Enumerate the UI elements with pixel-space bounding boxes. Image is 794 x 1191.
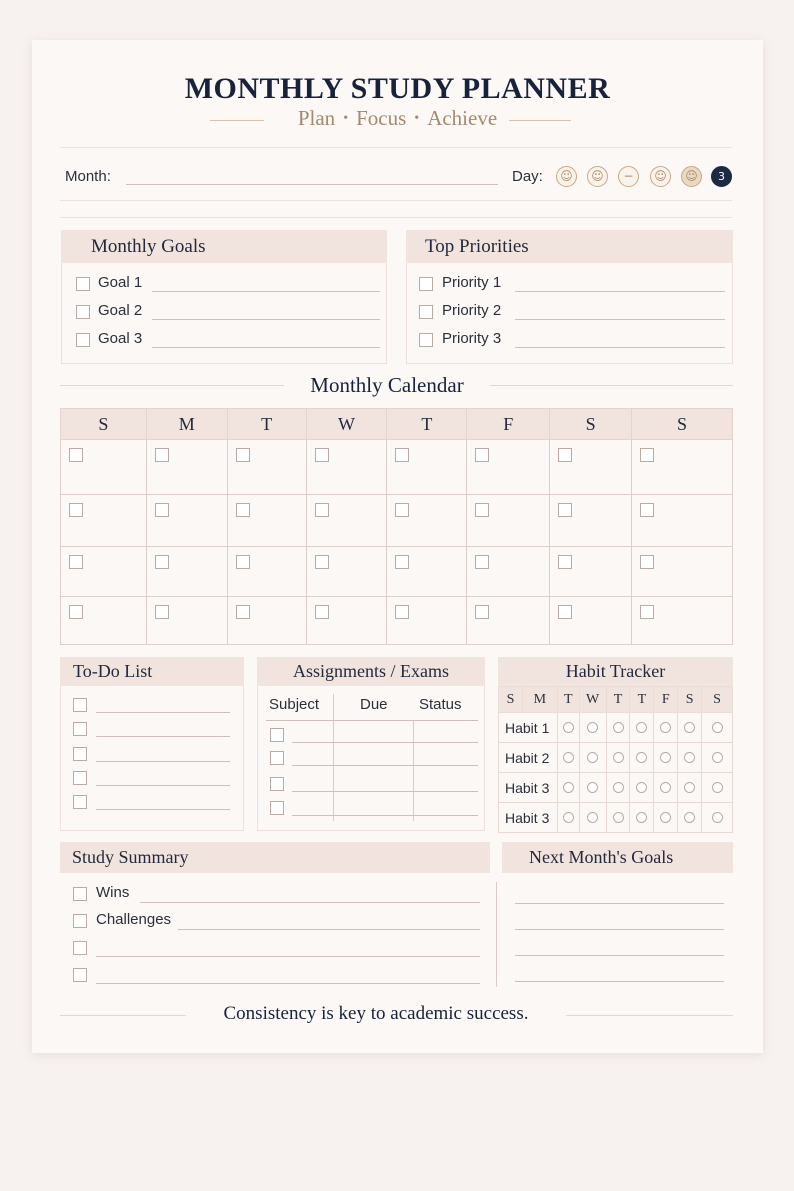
- calendar-day-cell[interactable]: [306, 597, 387, 645]
- habit-day-header: S: [499, 687, 523, 713]
- summary-line[interactable]: [140, 902, 480, 903]
- planner-sheet: [32, 40, 763, 1053]
- monthly-goals-list: [61, 263, 387, 364]
- habit-check-circle[interactable]: [660, 812, 671, 823]
- calendar-day-header: T: [227, 409, 306, 440]
- assignment-row-line[interactable]: [292, 815, 478, 816]
- habit-row: [499, 803, 733, 833]
- calendar-day-cell[interactable]: [550, 547, 632, 597]
- calendar-day-checkbox[interactable]: [558, 503, 572, 517]
- calendar-day-cell[interactable]: [61, 495, 147, 547]
- habit-label: Habit 3: [499, 773, 558, 803]
- goal-checkbox[interactable]: [76, 277, 90, 291]
- habit-day-header: T: [606, 687, 630, 713]
- habit-day-header: T: [630, 687, 654, 713]
- habit-day-cell[interactable]: [654, 743, 678, 773]
- assignment-checkbox[interactable]: [270, 777, 284, 791]
- todo-line[interactable]: [96, 736, 230, 737]
- divider: [60, 217, 732, 218]
- study-summary-list: [60, 873, 490, 996]
- next-month-line[interactable]: [515, 955, 724, 956]
- habit-day-cell[interactable]: [702, 773, 733, 803]
- calendar-day-cell[interactable]: [306, 547, 387, 597]
- habit-row: [499, 713, 733, 743]
- next-month-lines: [502, 873, 733, 996]
- day-label: Day:: [512, 168, 543, 185]
- page-title: MONTHLY STUDY PLANNER: [184, 72, 611, 105]
- calendar-day-header: W: [306, 409, 387, 440]
- habit-check-circle[interactable]: [613, 812, 624, 823]
- calendar-title: Monthly Calendar: [310, 373, 464, 397]
- calendar-day-checkbox[interactable]: [475, 448, 489, 462]
- calendar-day-checkbox[interactable]: [475, 503, 489, 517]
- calendar-day-checkbox[interactable]: [69, 448, 83, 462]
- goal-line[interactable]: [152, 347, 380, 348]
- calendar-day-checkbox[interactable]: [155, 448, 169, 462]
- habit-day-cell[interactable]: [579, 803, 606, 833]
- footer-left-rule: [60, 1015, 186, 1016]
- habit-check-circle[interactable]: [587, 782, 598, 793]
- footer-quote: Consistency is key to academic success.: [223, 1003, 529, 1024]
- habit-day-cell[interactable]: [630, 743, 654, 773]
- habit-label: Habit 2: [499, 743, 558, 773]
- priority-line[interactable]: [515, 319, 725, 320]
- calendar-day-cell[interactable]: [227, 547, 306, 597]
- habit-day-cell[interactable]: [654, 713, 678, 743]
- habit-check-circle[interactable]: [712, 752, 723, 763]
- calendar-day-checkbox[interactable]: [236, 448, 250, 462]
- calendar-day-cell[interactable]: [146, 597, 227, 645]
- habit-day-cell[interactable]: [702, 713, 733, 743]
- assignment-checkbox[interactable]: [270, 751, 284, 765]
- assignment-checkbox[interactable]: [270, 801, 284, 815]
- goal-label: Goal 2: [98, 302, 143, 319]
- calendar-day-checkbox[interactable]: [236, 503, 250, 517]
- goal-checkbox[interactable]: [76, 305, 90, 319]
- priority-label: Priority 1: [442, 274, 502, 291]
- next-month-line[interactable]: [515, 981, 724, 982]
- habit-check-circle[interactable]: [684, 752, 695, 763]
- goal-line[interactable]: [152, 319, 380, 320]
- calendar-day-cell[interactable]: [227, 495, 306, 547]
- calendar-day-header: S: [632, 409, 733, 440]
- calendar-day-cell[interactable]: [387, 547, 467, 597]
- todo-panel: [60, 657, 244, 831]
- calendar-day-cell[interactable]: [387, 440, 467, 495]
- habit-day-cell[interactable]: [702, 743, 733, 773]
- subtitle-word: Achieve: [427, 106, 498, 130]
- subtitle-word: Focus: [356, 106, 407, 130]
- habit-day-cell[interactable]: [678, 743, 702, 773]
- habit-day-cell[interactable]: [630, 803, 654, 833]
- summary-checkbox[interactable]: [73, 968, 87, 982]
- calendar-day-cell[interactable]: [146, 547, 227, 597]
- calendar-day-checkbox[interactable]: [395, 555, 409, 569]
- calendar-day-cell[interactable]: [467, 495, 550, 547]
- habit-tracker-title: Habit Tracker: [498, 657, 733, 686]
- summary-item-label: Wins: [96, 884, 130, 901]
- calendar-day-cell[interactable]: [61, 440, 147, 495]
- calendar-day-cell[interactable]: [632, 597, 733, 645]
- habit-day-cell[interactable]: [702, 803, 733, 833]
- goal-label: Goal 1: [98, 274, 143, 291]
- calendar-day-checkbox[interactable]: [640, 605, 654, 619]
- summary-line[interactable]: [178, 929, 480, 930]
- calendar-day-checkbox[interactable]: [558, 555, 572, 569]
- habit-day-cell[interactable]: [606, 773, 630, 803]
- calendar-day-checkbox[interactable]: [475, 555, 489, 569]
- calendar-grid: [61, 440, 733, 645]
- habit-day-cell[interactable]: [557, 743, 579, 773]
- assignments-col-divider: [333, 694, 334, 821]
- priority-line[interactable]: [515, 347, 725, 348]
- assignment-checkbox[interactable]: [270, 728, 284, 742]
- habit-check-circle[interactable]: [563, 722, 574, 733]
- habit-check-circle[interactable]: [684, 812, 695, 823]
- habit-day-cell[interactable]: [630, 713, 654, 743]
- habit-check-circle[interactable]: [563, 782, 574, 793]
- calendar-day-cell[interactable]: [61, 597, 147, 645]
- calendar-day-checkbox[interactable]: [315, 503, 329, 517]
- habit-day-cell[interactable]: [654, 803, 678, 833]
- calendar-day-checkbox[interactable]: [315, 605, 329, 619]
- habit-day-cell[interactable]: [557, 713, 579, 743]
- habit-check-circle[interactable]: [587, 752, 598, 763]
- calendar-day-cell[interactable]: [227, 597, 306, 645]
- calendar-title-right-rule: [490, 385, 733, 386]
- priority-label: Priority 2: [442, 302, 502, 319]
- study-summary-panel: [60, 842, 490, 996]
- top-priorities-list: [406, 263, 733, 364]
- habit-check-circle[interactable]: [636, 782, 647, 793]
- habit-day-cell[interactable]: [606, 803, 630, 833]
- calendar-day-checkbox[interactable]: [69, 555, 83, 569]
- todo-title: To-Do List: [60, 657, 244, 686]
- calendar-day-cell[interactable]: [146, 440, 227, 495]
- summary-checkbox[interactable]: [73, 941, 87, 955]
- habit-day-cell[interactable]: [606, 743, 630, 773]
- calendar-day-header: T: [387, 409, 467, 440]
- habit-day-cell[interactable]: [678, 713, 702, 743]
- calendar-day-checkbox[interactable]: [69, 503, 83, 517]
- calendar-day-header: S: [61, 409, 147, 440]
- todo-line[interactable]: [96, 712, 230, 713]
- habit-check-circle[interactable]: [587, 812, 598, 823]
- calendar-day-header: S: [550, 409, 632, 440]
- habit-label: Habit 3: [499, 803, 558, 833]
- smile-face-icon[interactable]: ☺: [556, 166, 577, 187]
- assignment-row-line[interactable]: [292, 791, 478, 792]
- habit-day-cell[interactable]: [579, 743, 606, 773]
- top-priorities-title: Top Priorities: [406, 230, 733, 263]
- habit-row: [499, 743, 733, 773]
- todo-checkbox[interactable]: [73, 795, 87, 809]
- todo-list: [60, 686, 244, 831]
- habit-day-cell[interactable]: [557, 773, 579, 803]
- calendar-day-checkbox[interactable]: [640, 503, 654, 517]
- habit-row: [499, 773, 733, 803]
- goal-checkbox[interactable]: [76, 333, 90, 347]
- summary-divider: [496, 882, 497, 987]
- habit-day-cell[interactable]: [579, 773, 606, 803]
- calendar-day-checkbox[interactable]: [640, 448, 654, 462]
- habit-day-cell[interactable]: [557, 803, 579, 833]
- assignments-title: Assignments / Exams: [257, 657, 485, 686]
- page-subtitle: [32, 106, 763, 131]
- monthly-goals-panel: [61, 230, 387, 364]
- subtitle-separator: •: [343, 111, 349, 126]
- calendar-week-row: [61, 597, 733, 645]
- priority-label: Priority 3: [442, 330, 502, 347]
- calendar-title-left-rule: [60, 385, 284, 386]
- habit-day-cell[interactable]: [606, 713, 630, 743]
- month-input-line[interactable]: [126, 184, 498, 185]
- habit-day-cell[interactable]: [678, 773, 702, 803]
- calendar-day-cell[interactable]: [632, 547, 733, 597]
- todo-line[interactable]: [96, 761, 230, 762]
- assignments-col-divider: [413, 720, 414, 821]
- habit-check-circle[interactable]: [613, 722, 624, 733]
- goal-line[interactable]: [152, 291, 380, 292]
- habit-day-cell[interactable]: [630, 773, 654, 803]
- habit-check-circle[interactable]: [684, 722, 695, 733]
- summary-checkbox[interactable]: [73, 887, 87, 901]
- calendar-day-cell[interactable]: [61, 547, 147, 597]
- footer-right-rule: [566, 1015, 733, 1016]
- priority-line[interactable]: [515, 291, 725, 292]
- calendar-day-cell[interactable]: [387, 597, 467, 645]
- assignments-table: [257, 686, 485, 831]
- habit-check-circle[interactable]: [613, 752, 624, 763]
- assignments-col-status: Status: [419, 696, 462, 713]
- calendar-day-cell[interactable]: [306, 495, 387, 547]
- subtitle-separator: •: [414, 111, 420, 126]
- habit-day-cell[interactable]: [654, 773, 678, 803]
- habit-rows: [499, 713, 733, 833]
- month-label: Month:: [65, 168, 111, 185]
- calendar-day-cell[interactable]: [550, 440, 632, 495]
- habit-tracker-grid: [498, 686, 733, 833]
- priority-checkbox[interactable]: [419, 277, 433, 291]
- assignments-panel: [257, 657, 485, 831]
- calendar-day-header: M: [146, 409, 227, 440]
- habit-check-circle[interactable]: [660, 752, 671, 763]
- habit-check-circle[interactable]: [660, 722, 671, 733]
- habit-check-circle[interactable]: [712, 782, 723, 793]
- calendar-day-checkbox[interactable]: [395, 448, 409, 462]
- next-month-line[interactable]: [515, 903, 724, 904]
- calendar-week-row: [61, 547, 733, 597]
- top-priorities-panel: [406, 230, 733, 364]
- habit-check-circle[interactable]: [712, 812, 723, 823]
- calendar-day-cell[interactable]: [550, 597, 632, 645]
- calendar-day-cell[interactable]: [146, 495, 227, 547]
- habit-day-header: T: [557, 687, 579, 713]
- calendar-day-checkbox[interactable]: [236, 605, 250, 619]
- habit-check-circle[interactable]: [660, 782, 671, 793]
- calendar-day-cell[interactable]: [306, 440, 387, 495]
- habit-check-circle[interactable]: [712, 722, 723, 733]
- assignment-row-line[interactable]: [292, 742, 478, 743]
- habit-label: Habit 1: [499, 713, 558, 743]
- next-month-panel: [502, 842, 733, 996]
- habit-day-cell[interactable]: [579, 713, 606, 743]
- habit-check-circle[interactable]: [587, 722, 598, 733]
- calendar-day-checkbox[interactable]: [236, 555, 250, 569]
- habit-check-circle[interactable]: [563, 812, 574, 823]
- priority-checkbox[interactable]: [419, 333, 433, 347]
- calendar-day-checkbox[interactable]: [558, 448, 572, 462]
- assignments-header-rule: [266, 720, 478, 721]
- habit-day-header: F: [654, 687, 678, 713]
- habit-check-circle[interactable]: [636, 752, 647, 763]
- assignment-row-line[interactable]: [292, 765, 478, 766]
- monthly-goals-title: Monthly Goals: [61, 230, 387, 263]
- habit-day-header: S: [678, 687, 702, 713]
- calendar-day-cell[interactable]: [227, 440, 306, 495]
- calendar-day-cell[interactable]: [632, 440, 733, 495]
- next-month-title: Next Month's Goals: [502, 842, 733, 873]
- calendar-day-checkbox[interactable]: [155, 605, 169, 619]
- smile-face-icon[interactable]: ☺: [650, 166, 671, 187]
- todo-checkbox[interactable]: [73, 747, 87, 761]
- calendar-day-checkbox[interactable]: [315, 555, 329, 569]
- calendar-day-checkbox[interactable]: [640, 555, 654, 569]
- summary-checkbox[interactable]: [73, 914, 87, 928]
- divider: [60, 200, 732, 201]
- habit-check-circle[interactable]: [636, 722, 647, 733]
- divider: [60, 147, 732, 148]
- calendar-day-cell[interactable]: [387, 495, 467, 547]
- habit-day-header: W: [579, 687, 606, 713]
- habit-day-header: M: [522, 687, 557, 713]
- calendar-day-checkbox[interactable]: [395, 503, 409, 517]
- habit-check-circle[interactable]: [684, 782, 695, 793]
- calendar-day-cell[interactable]: [467, 547, 550, 597]
- monthly-calendar: [60, 408, 733, 645]
- habit-check-circle[interactable]: [636, 812, 647, 823]
- calendar-day-checkbox[interactable]: [315, 448, 329, 462]
- neutral-face-icon[interactable]: −: [618, 166, 639, 187]
- calendar-day-checkbox[interactable]: [558, 605, 572, 619]
- calendar-day-checkbox[interactable]: [69, 605, 83, 619]
- todo-checkbox[interactable]: [73, 698, 87, 712]
- happy-face-icon[interactable]: ☺: [681, 166, 702, 187]
- summary-item-label: Challenges: [96, 911, 172, 928]
- assignments-col-due: Due: [360, 696, 388, 713]
- calendar-day-header: F: [467, 409, 550, 440]
- next-month-line[interactable]: [515, 929, 724, 930]
- calendar-day-checkbox[interactable]: [475, 605, 489, 619]
- study-summary-title: Study Summary: [60, 842, 490, 873]
- habit-day-header: S: [702, 687, 733, 713]
- calendar-day-cell[interactable]: [467, 440, 550, 495]
- assignments-col-subject: Subject: [269, 696, 320, 713]
- habit-tracker-panel: [498, 657, 733, 831]
- summary-line[interactable]: [96, 983, 480, 984]
- todo-checkbox[interactable]: [73, 771, 87, 785]
- habit-check-circle[interactable]: [563, 752, 574, 763]
- todo-line[interactable]: [96, 809, 230, 810]
- todo-checkbox[interactable]: [73, 722, 87, 736]
- content-face-icon[interactable]: ☺: [587, 166, 608, 187]
- calendar-day-cell[interactable]: [467, 597, 550, 645]
- calendar-day-cell[interactable]: [550, 495, 632, 547]
- habit-check-circle[interactable]: [613, 782, 624, 793]
- calendar-week-row: [61, 440, 733, 495]
- summary-line[interactable]: [96, 956, 480, 957]
- calendar-day-checkbox[interactable]: [395, 605, 409, 619]
- todo-line[interactable]: [96, 785, 230, 786]
- priority-checkbox[interactable]: [419, 305, 433, 319]
- calendar-week-row: [61, 495, 733, 547]
- calendar-day-checkbox[interactable]: [155, 555, 169, 569]
- day-badge[interactable]: 3: [711, 166, 732, 187]
- habit-day-cell[interactable]: [678, 803, 702, 833]
- calendar-day-checkbox[interactable]: [155, 503, 169, 517]
- subtitle-word: Plan: [297, 106, 336, 130]
- calendar-day-cell[interactable]: [632, 495, 733, 547]
- goal-label: Goal 3: [98, 330, 143, 347]
